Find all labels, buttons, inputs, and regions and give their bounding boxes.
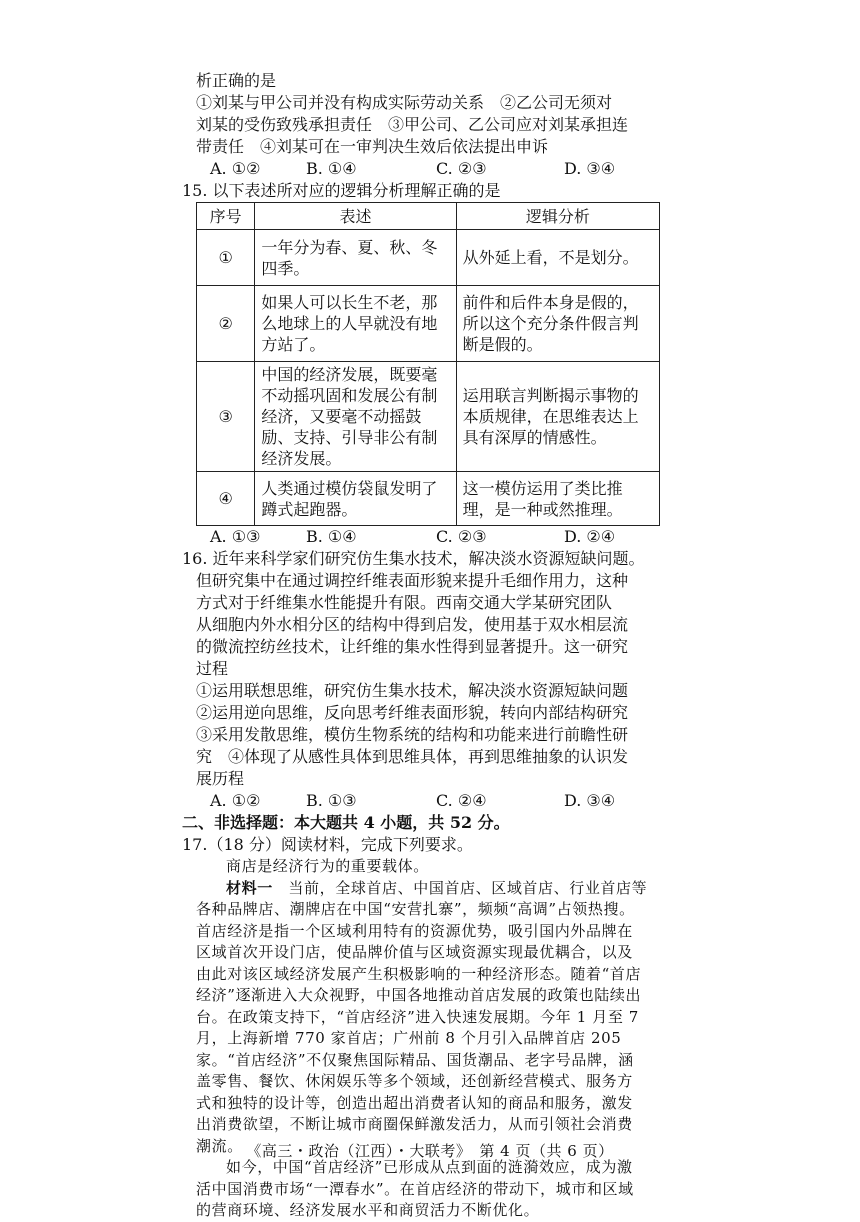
question-14-tail [196, 70, 666, 180]
q15-option-b: B. ①④ [306, 527, 357, 546]
q16-line: 的微流控纺丝技术，让纤维的集水性得到显著提升。这一研究 [196, 637, 629, 656]
q14-line-2: 刘某的受伤致残承担责任 ③甲公司、乙公司应对刘某承担连 [196, 115, 629, 134]
q17-paragraph-2: 如今，中国“首店经济”已形成从点到面的涟漪效应，成为激活中国消费市场“一潭春水”。在首店经济的带动下，城市和区域的营商环境、经济发展水平和商贸活力不断优化。 [196, 1158, 634, 1219]
row-no: ① [197, 230, 255, 286]
q16-option-c: C. ②④ [436, 791, 487, 810]
exam-page [182, 70, 666, 1222]
q15-logic-table [196, 202, 660, 526]
row-analysis: 前件和后件本身是假的，所以这个充分条件假言判断是假的。 [456, 286, 659, 362]
row-no: ② [197, 286, 255, 362]
q14-line-3: 带责任 ④刘某可在一审判决生效后依法提出申诉 [196, 137, 549, 156]
q14-option-d: D. ③④ [564, 159, 616, 178]
row-no: ④ [197, 472, 255, 526]
q16-line: 究 ④体现了从感性具体到思维具体，再到思维抽象的认识发 [196, 747, 629, 766]
header-statement: 表述 [255, 203, 456, 230]
row-statement: 中国的经济发展，既要毫不动摇巩固和发展公有制经济，又要毫不动摇鼓励、支持、引导非公有制经济发展。 [255, 362, 456, 472]
row-analysis: 运用联言判断揭示事物的本质规律，在思维表达上具有深厚的情感性。 [456, 362, 659, 472]
material-1-label: 材料一 [226, 878, 273, 897]
q14-options [196, 158, 666, 180]
q17-material-1 [196, 878, 648, 1158]
q16-line: 方式对于纤维集水性能提升有限。西南交通大学某研究团队 [196, 593, 613, 612]
q16-options [196, 790, 666, 812]
q16-line: ③采用发散思维，模仿生物系统的结构和功能来进行前瞻性研 [196, 725, 629, 744]
q16-line: 从细胞内外水相分区的结构中得到启发，使用基于双水相层流 [196, 615, 629, 634]
row-statement: 如果人可以长生不老，那么地球上的人早就没有地方站了。 [255, 286, 456, 362]
q16-line: ①运用联想思维，研究仿生集水技术，解决淡水资源短缺问题 [196, 681, 629, 700]
row-analysis: 从外延上看，不是划分。 [456, 230, 659, 286]
q17-stem: 17.（18 分）阅读材料，完成下列要求。 [182, 835, 473, 854]
q16-option-b: B. ①③ [306, 791, 357, 810]
row-no: ③ [197, 362, 255, 472]
row-statement: 一年分为春、夏、秋、冬四季。 [255, 230, 456, 286]
q14-line-1: ①刘某与甲公司并没有构成实际劳动关系 ②乙公司无须对 [196, 93, 613, 112]
q14-option-b: B. ①④ [306, 159, 357, 178]
q14-intro: 析正确的是 [196, 71, 277, 90]
table-row [197, 286, 660, 362]
section-heading: 二、非选择题：本大题共 4 小题，共 52 分。 [182, 813, 510, 832]
header-analysis: 逻辑分析 [456, 203, 659, 230]
q14-option-c: C. ②③ [436, 159, 487, 178]
row-analysis: 这一模仿运用了类比推理，是一种或然推理。 [456, 472, 659, 526]
q15-options [196, 526, 666, 548]
table-row [197, 472, 660, 526]
q16-line: 16. 近年来科学家们研究仿生集水技术，解决淡水资源短缺问题。 [182, 549, 645, 568]
q16-option-a: A. ①② [210, 791, 261, 810]
header-no: 序号 [197, 203, 255, 230]
q16-line: 展历程 [196, 769, 245, 788]
question-17 [182, 834, 666, 1222]
q15-option-a: A. ①③ [210, 527, 261, 546]
q16-line: 过程 [196, 659, 229, 678]
table-row [197, 230, 660, 286]
question-16 [182, 548, 666, 790]
material-1-text: 当前，全球首店、中国首店、区域首店、行业首店等各种品牌店、潮牌店在中国“安营扎寨”，频频“高调”占领热搜。首店经济是指一个区域利用特有的资源优势，吸引国内外品牌在区域首次开设门店，使品牌价值与区域资源实现最优耦合，以及由此对该区域经济发展产生积极影响的一种经济形态。随着“首店经济”逐渐进入大众视野，中国各地推动首店发展的政策也陆续出台。在政策支持下，“首店经济”进入快速发展期。今年 1 月至 7 月，上海新增 770 家首店；广州前 8 个月引入品牌首店 205 家。“首店经济”不仅聚焦国际精品、国货潮品、老字号品牌，涵盖零售、餐饮、休闲娱乐等多个领域，还创新经营模式、服务方式和独特的设计等，创造出超出消费者认知的商品和服务，激发出消费欲望，不断让城市商圈保鲜激发活力，从而引领社会消费潮流。 [196, 878, 648, 1155]
q16-option-d: D. ③④ [564, 791, 616, 810]
q16-line: ②运用逆向思维，反向思考纤维表面形貌，转向内部结构研究 [196, 703, 629, 722]
table-row [197, 362, 660, 472]
q14-option-a: A. ①② [210, 159, 261, 178]
page-footer: 《高三・政治（江西）・大联考》 第 4 页（共 6 页） [246, 1142, 614, 1160]
q15-stem: 15. 以下表述所对应的逻辑分析理解正确的是 [182, 181, 501, 200]
q16-line: 但研究集中在通过调控纤维表面形貌来提升毛细作用力，这种 [196, 571, 629, 590]
q15-option-c: C. ②③ [436, 527, 487, 546]
q17-theme: 商店是经济行为的重要载体。 [226, 857, 429, 875]
q15-option-d: D. ②④ [564, 527, 616, 546]
question-15 [182, 180, 666, 202]
table-header-row [197, 203, 660, 230]
row-statement: 人类通过模仿袋鼠发明了蹲式起跑器。 [255, 472, 456, 526]
